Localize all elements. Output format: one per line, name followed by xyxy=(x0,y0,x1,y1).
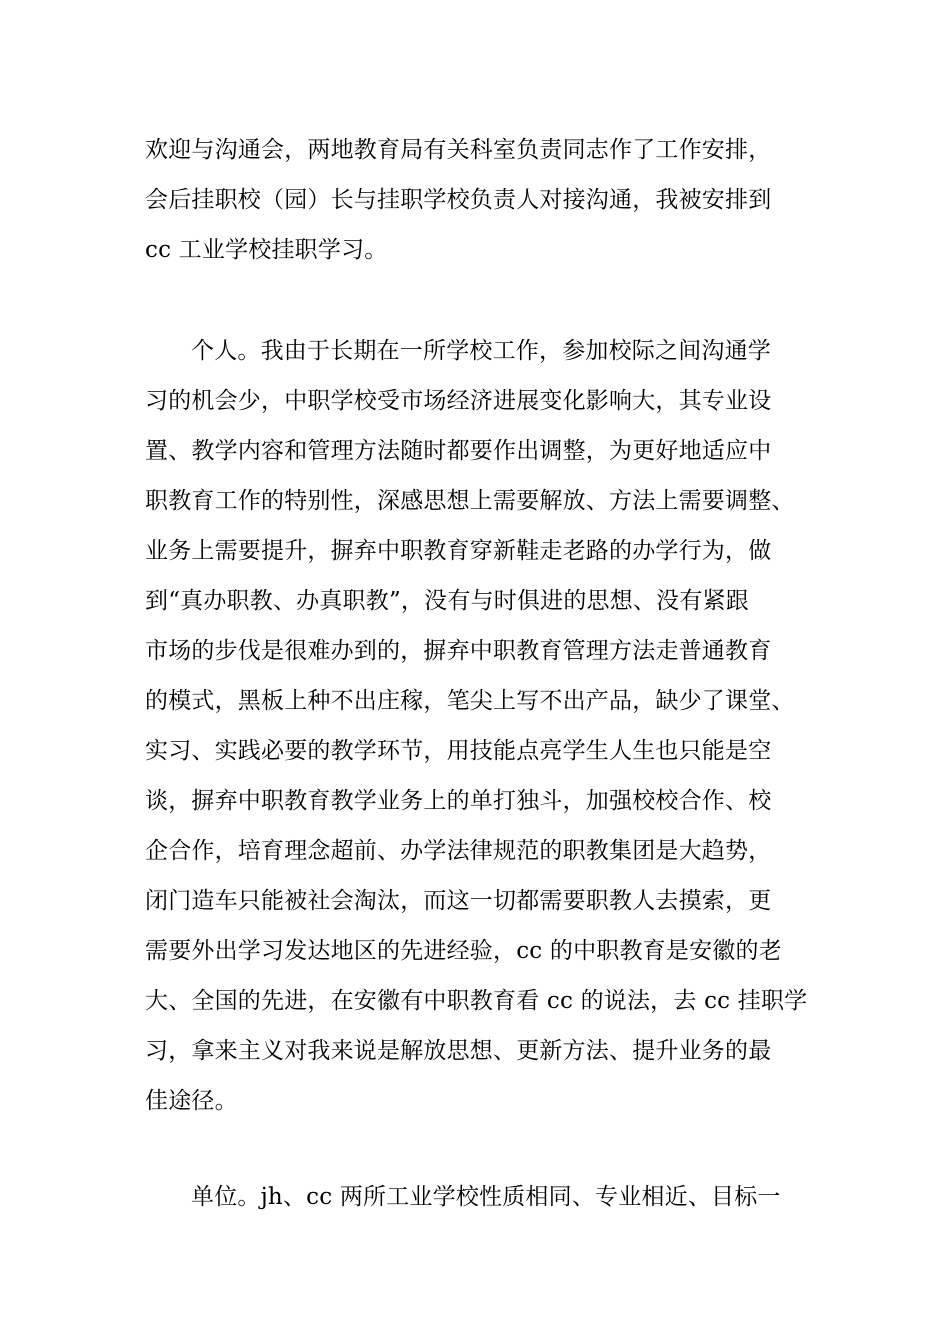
text-line: 单位。jh、cc 两所工业学校性质相同、专业相近、目标一 xyxy=(191,1184,781,1210)
text-line: 到“真办职教、办真职教”，没有与时俱进的思想、没有紧跟 xyxy=(145,588,749,614)
text-line: 习的机会少，中职学校受市场经济进展变化影响大，其专业设 xyxy=(145,388,772,414)
text-line: 市场的步伐是很难办到的，摒弃中职教育管理方法走普通教育 xyxy=(145,638,772,664)
paragraph-arrival xyxy=(145,125,835,275)
paragraph-unit xyxy=(145,1172,835,1222)
text-line: 需要外出学习发达地区的先进经验，cc 的中职教育是安徽的老 xyxy=(145,938,782,964)
text-line: 欢迎与沟通会，两地教育局有关科室负责同志作了工作安排， xyxy=(145,137,772,163)
text-line: 业务上需要提升，摒弃中职教育穿新鞋走老路的办学行为，做 xyxy=(145,538,772,564)
text-line: 会后挂职校（园）长与挂职学校负责人对接沟通，我被安排到 xyxy=(145,187,772,213)
text-line: 闭门造车只能被社会淘汰，而这一切都需要职教人去摸索，更 xyxy=(145,888,772,914)
text-line: 个人。我由于长期在一所学校工作，参加校际之间沟通学 xyxy=(191,338,771,364)
text-line: 企合作，培育理念超前、办学法律规范的职教集团是大趋势， xyxy=(145,838,772,864)
text-line: 谈，摒弃中职教育教学业务上的单打独斗，加强校校合作、校 xyxy=(145,788,772,814)
text-line: 大、全国的先进，在安徽有中职教育看 cc 的说法，去 cc 挂职学 xyxy=(145,988,808,1014)
text-line: 的模式，黑板上种不出庄稼，笔尖上写不出产品，缺少了课堂、 xyxy=(145,688,795,714)
text-line: cc 工业学校挂职学习。 xyxy=(145,237,388,263)
text-line: 习，拿来主义对我来说是解放思想、更新方法、提升业务的最 xyxy=(145,1038,772,1064)
text-line: 置、教学内容和管理方法随时都要作出调整，为更好地适应中 xyxy=(145,438,772,464)
paragraph-personal xyxy=(145,326,835,1126)
text-line: 佳途径。 xyxy=(145,1088,238,1114)
text-line: 实习、实践必要的教学环节，用技能点亮学生人生也只能是空 xyxy=(145,738,772,764)
text-line: 职教育工作的特别性，深感思想上需要解放、方法上需要调整、 xyxy=(145,488,795,514)
